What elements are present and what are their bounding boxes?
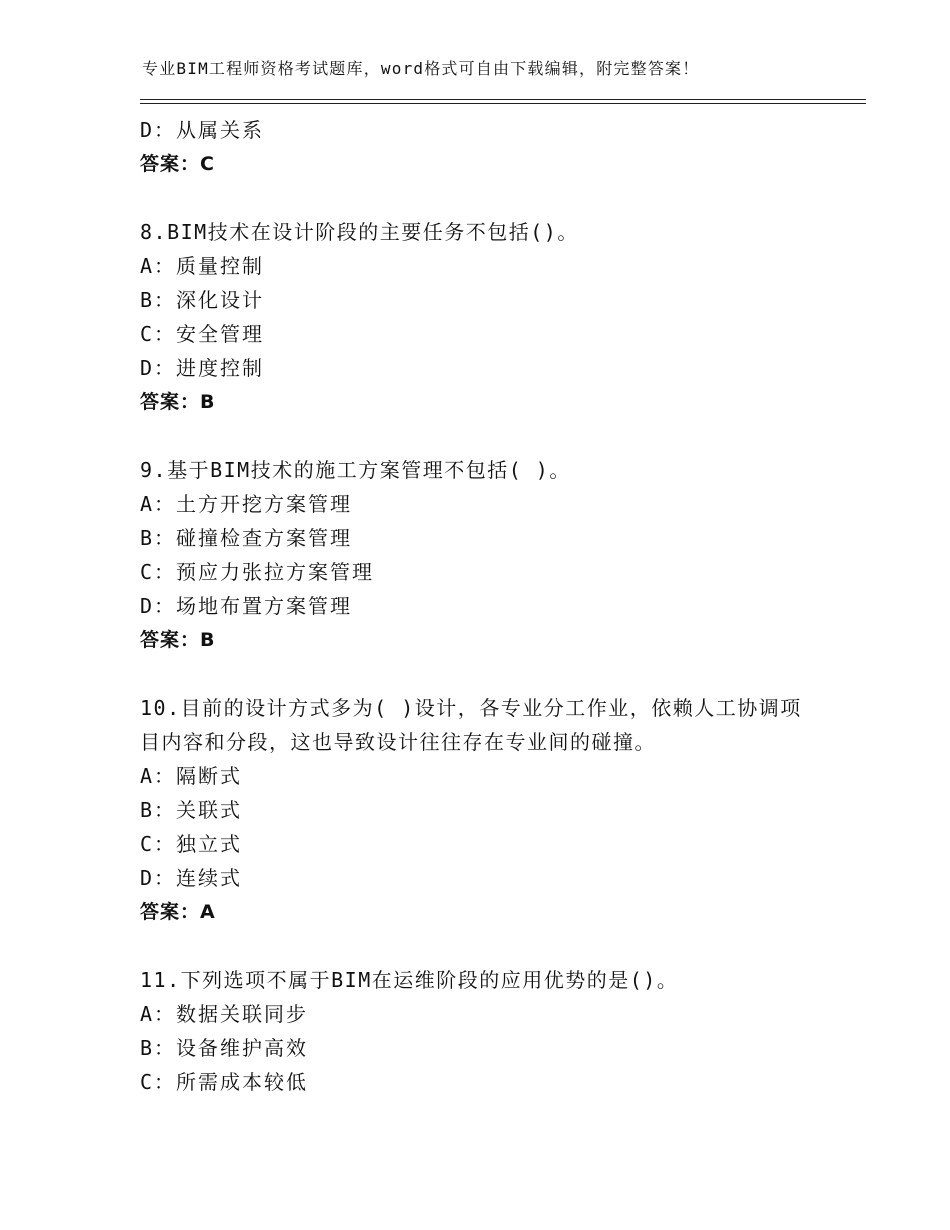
option-d: D：进度控制 (140, 356, 265, 380)
question-text-line-1: 10.目前的设计方式多为( )设计，各专业分工作业，依赖人工协调项 (140, 696, 802, 720)
option-c: C：所需成本较低 (140, 1070, 309, 1094)
question-8 (140, 215, 860, 419)
header-rule-bottom (140, 103, 866, 104)
question-continued (140, 113, 860, 181)
option-d: D：场地布置方案管理 (140, 594, 353, 618)
option-c: C：预应力张拉方案管理 (140, 560, 375, 584)
header-rule-top (140, 99, 866, 100)
option-a: A：质量控制 (140, 254, 265, 278)
option-b: B：设备维护高效 (140, 1036, 309, 1060)
option-a: A：隔断式 (140, 764, 243, 788)
option-a: A：数据关联同步 (140, 1002, 309, 1026)
option-a: A：土方开挖方案管理 (140, 492, 353, 516)
question-text-line-2: 目内容和分段，这也导致设计往往存在专业间的碰撞。 (140, 730, 656, 754)
option-b: B：关联式 (140, 798, 243, 822)
question-9 (140, 453, 860, 657)
question-11 (140, 963, 860, 1099)
question-text: 9.基于BIM技术的施工方案管理不包括( )。 (140, 458, 571, 482)
question-text: 11.下列选项不属于BIM在运维阶段的应用优势的是()。 (140, 968, 679, 992)
option-d: D：从属关系 (140, 118, 265, 142)
page-header: 专业BIM工程师资格考试题库，word格式可自由下载编辑，附完整答案！ (142, 59, 700, 78)
option-b: B：碰撞检查方案管理 (140, 526, 353, 550)
option-d: D：连续式 (140, 866, 243, 890)
question-content (140, 113, 860, 1099)
answer-line: 答案：A (140, 901, 216, 923)
answer-line: 答案：B (140, 629, 216, 651)
option-c: C：独立式 (140, 832, 243, 856)
option-b: B：深化设计 (140, 288, 265, 312)
option-c: C：安全管理 (140, 322, 265, 346)
answer-line: 答案：C (140, 153, 215, 175)
answer-line: 答案：B (140, 391, 216, 413)
question-text: 8.BIM技术在设计阶段的主要任务不包括()。 (140, 220, 579, 244)
question-10 (140, 691, 860, 929)
